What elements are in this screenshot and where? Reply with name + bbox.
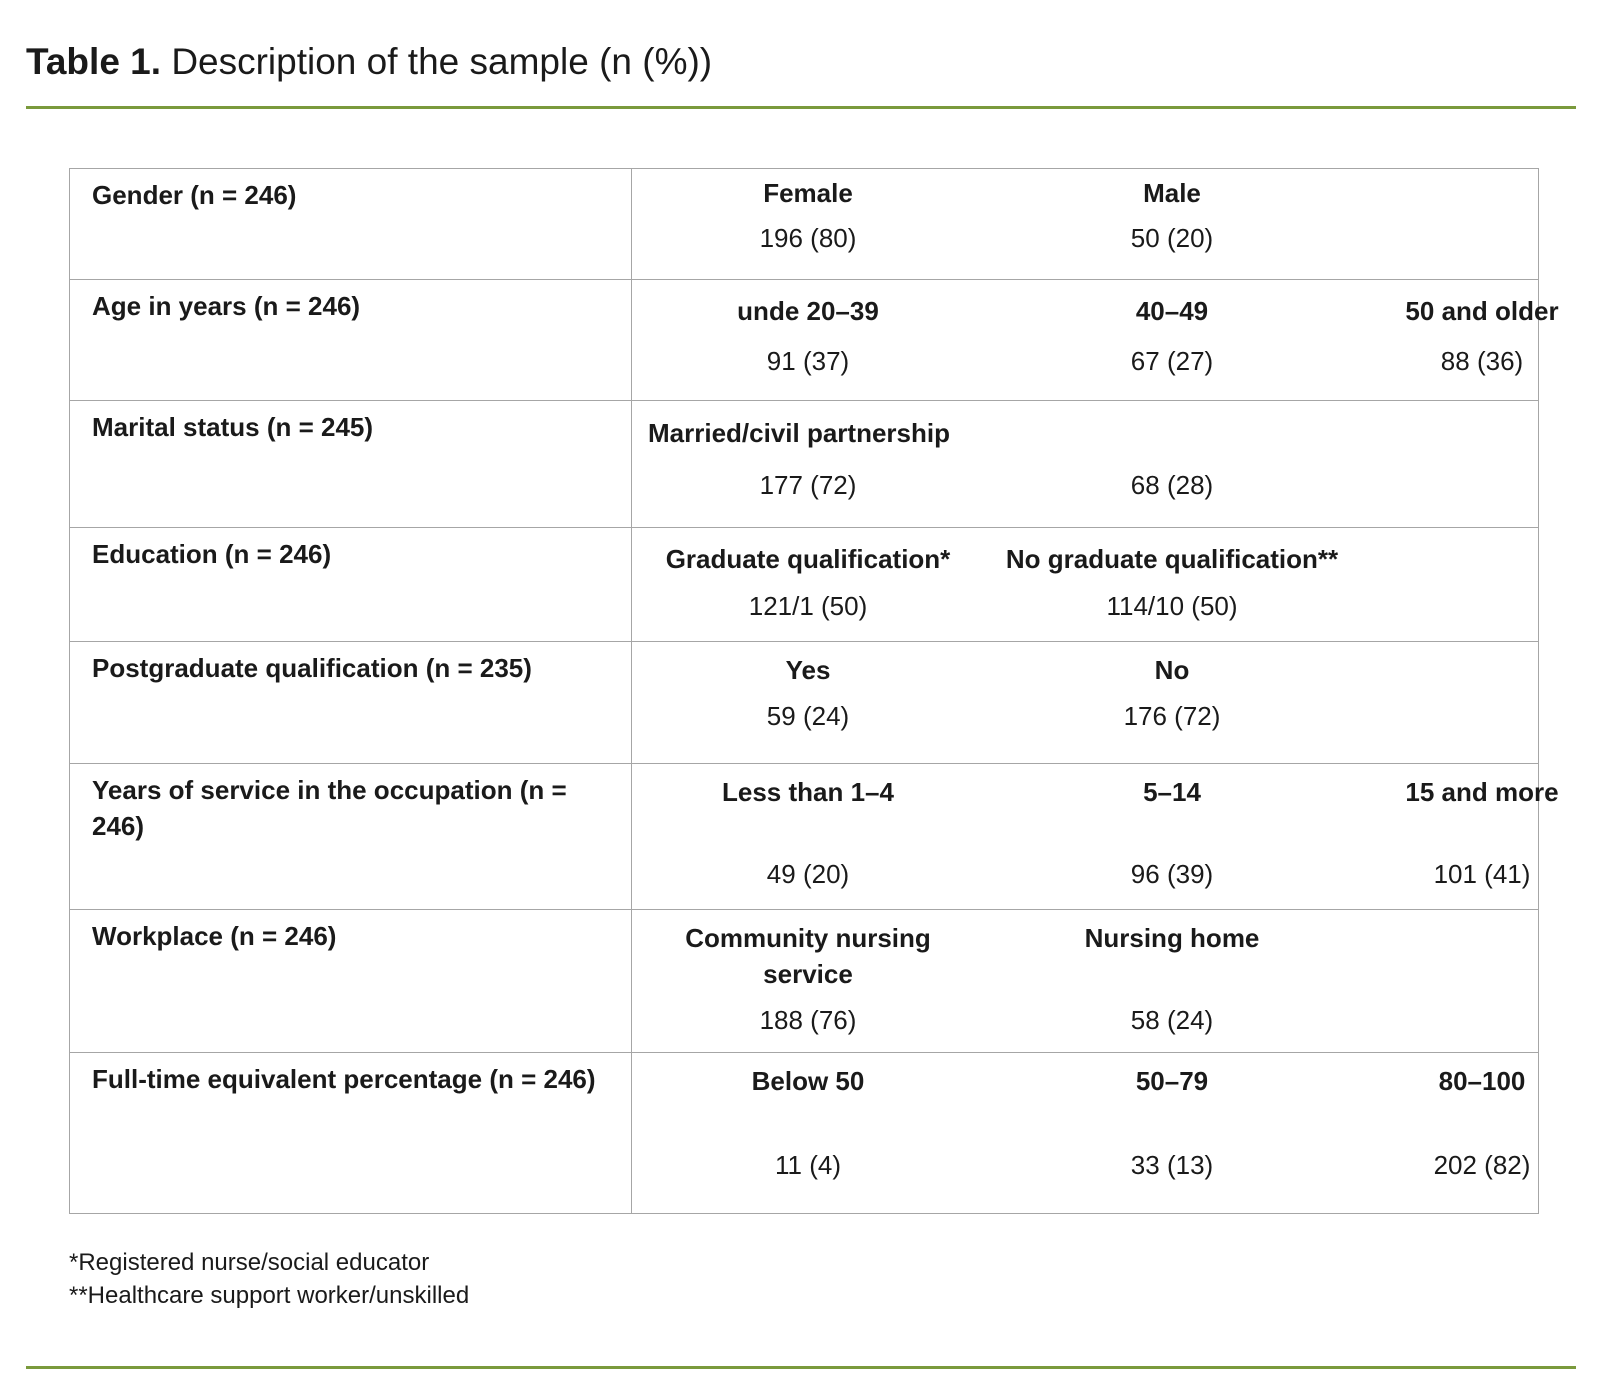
categories-cell <box>632 642 1539 764</box>
value-cell: 176 (72) <box>1123 701 1221 731</box>
category-label: Married/civil partnership <box>648 418 950 448</box>
table-row-age <box>70 280 1539 401</box>
categories-cell <box>632 910 1539 1053</box>
value-cell: 196 (80) <box>759 223 857 253</box>
category-label: Nursing home <box>1084 923 1260 953</box>
category-label: Graduate qualification* <box>665 544 951 574</box>
top-rule <box>26 106 1576 109</box>
value-cell: 188 (76) <box>759 1005 857 1035</box>
variable-cell: Years of service in the occupation (n = 246) <box>70 764 632 910</box>
table-row-marital-status <box>70 401 1539 528</box>
value-cell: 50 (20) <box>1130 223 1214 253</box>
sample-table <box>69 168 1559 1214</box>
footnote: **Healthcare support worker/unskilled <box>69 1282 470 1309</box>
value-cell: 114/10 (50) <box>1106 591 1238 621</box>
categories-cell <box>632 401 1539 528</box>
table-title-label: Table 1. <box>26 41 162 82</box>
variable-cell: Postgraduate qualification (n = 235) <box>70 642 632 764</box>
category-label: Community nursing service <box>685 923 931 989</box>
categories-cell <box>632 280 1559 401</box>
value-cell: 91 (37) <box>766 346 850 376</box>
variable-cell: Gender (n = 246) <box>70 169 632 280</box>
table-title <box>26 38 712 86</box>
table-row-years-of-service <box>70 764 1539 910</box>
table-row-postgraduate <box>70 642 1539 764</box>
categories-cell <box>632 1053 1539 1214</box>
variable-cell: Age in years (n = 246) <box>70 280 632 401</box>
category-label: Female <box>763 178 853 208</box>
value-cell: 177 (72) <box>759 470 857 500</box>
category-label: No <box>1154 655 1190 685</box>
category-label: 15 and more <box>1405 777 1559 807</box>
variable-cell: Workplace (n = 246) <box>70 910 632 1053</box>
category-label: 80–100 <box>1438 1066 1526 1096</box>
value-cell: 33 (13) <box>1130 1150 1214 1180</box>
table-row-fte <box>70 1053 1539 1214</box>
value-cell: 11 (4) <box>775 1150 841 1180</box>
value-cell: 67 (27) <box>1130 346 1214 376</box>
table-row-gender <box>70 169 1539 280</box>
table-row-education <box>70 528 1539 642</box>
variable-cell: Marital status (n = 245) <box>70 401 632 528</box>
categories-cell <box>632 764 1559 910</box>
bottom-rule <box>26 1366 1576 1369</box>
category-label: 50 and older <box>1405 296 1559 326</box>
category-label: 5–14 <box>1143 777 1201 807</box>
value-cell: 68 (28) <box>1130 470 1214 500</box>
value-cell: 59 (24) <box>766 701 850 731</box>
value-cell: 49 (20) <box>766 859 850 889</box>
category-label: Below 50 <box>751 1066 865 1096</box>
variable-cell: Education (n = 246) <box>70 528 632 642</box>
category-label: unde 20–39 <box>737 296 879 326</box>
value-cell: 58 (24) <box>1130 1005 1214 1035</box>
variable-cell: Full-time equivalent percentage (n = 246) <box>70 1053 632 1214</box>
footnotes <box>69 1246 469 1312</box>
category-label: 50–79 <box>1135 1066 1209 1096</box>
value-cell: 202 (82) <box>1433 1150 1531 1180</box>
value-cell: 88 (36) <box>1440 346 1524 376</box>
table-title-text: Description of the sample (n (%)) <box>171 41 713 82</box>
footnote: *Registered nurse/social educator <box>69 1249 430 1276</box>
table-row-workplace <box>70 910 1539 1053</box>
value-cell: 96 (39) <box>1130 859 1214 889</box>
category-label: Yes <box>785 655 831 685</box>
category-label: No graduate qualification** <box>1005 544 1339 574</box>
category-label: 40–49 <box>1135 296 1209 326</box>
value-cell: 101 (41) <box>1433 859 1531 889</box>
categories-cell <box>632 528 1539 642</box>
category-label: Male <box>1143 178 1201 208</box>
value-cell: 121/1 (50) <box>748 591 868 621</box>
categories-cell <box>632 169 1539 280</box>
category-label: Less than 1–4 <box>722 777 894 807</box>
